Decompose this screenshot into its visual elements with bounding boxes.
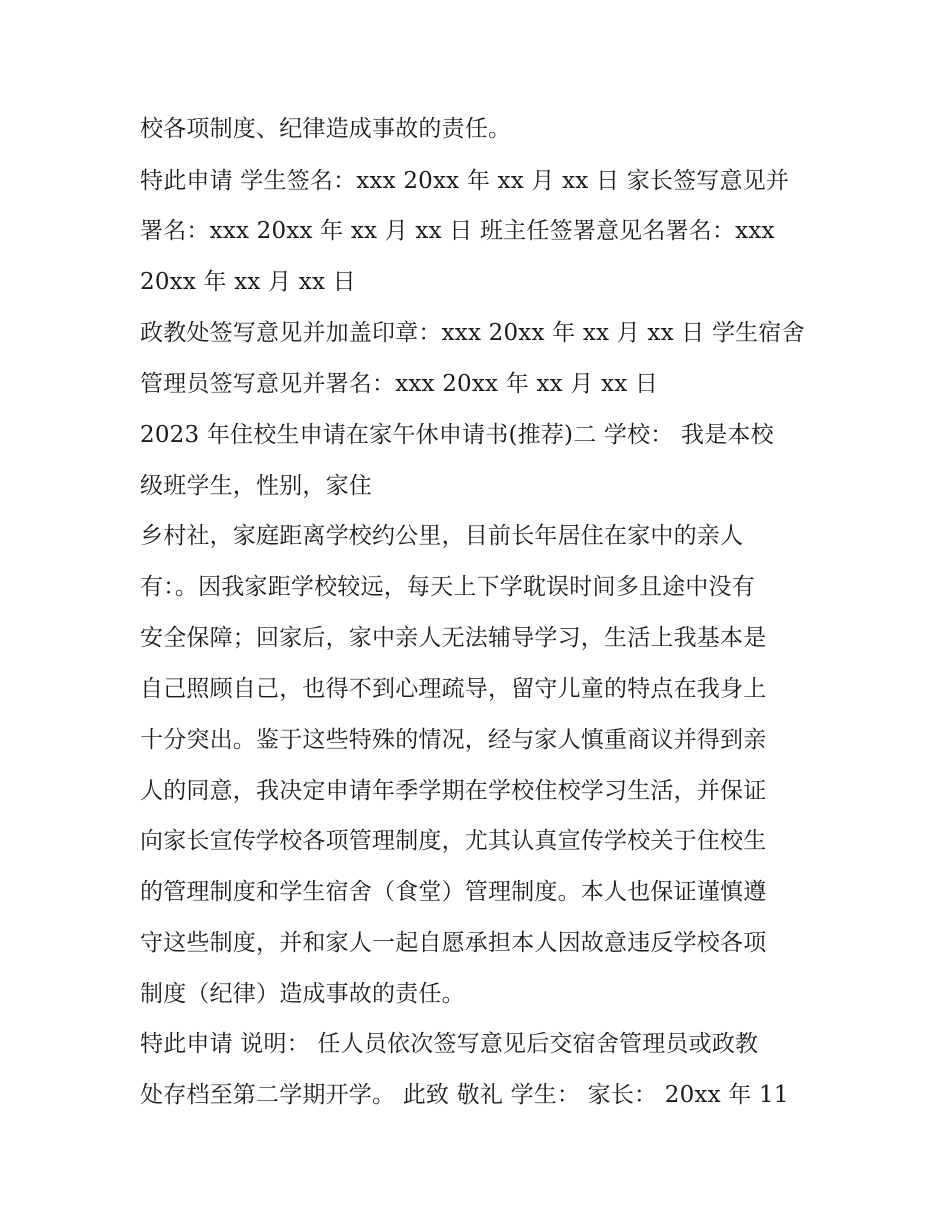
text-line: 2023 年住校生申请在家午休申请书(推荐)二 学校： 我是本校: [140, 422, 774, 448]
text-line: 校各项制度、纪律造成事故的责任。: [140, 116, 512, 142]
text-line: 向家长宣传学校各项管理制度，尤其认真宣传学校关于住校生: [140, 828, 767, 854]
text-line: 乡村社，家庭距离学校约公里，目前长年居住在家中的亲人: [140, 523, 744, 549]
text-line: 署名：xxx 20xx 年 xx 月 xx 日 班主任签署意见名署名：xxx: [140, 218, 775, 244]
text-line: 特此申请 说明： 任人员依次签写意见后交宿舍管理员或政教: [140, 1031, 759, 1057]
text-line: 政教处签写意见并加盖印章：xxx 20xx 年 xx 月 xx 日 学生宿舍: [140, 320, 805, 346]
text-line: 安全保障；回家后，家中亲人无法辅导学习，生活上我基本是: [140, 625, 767, 651]
text-line: 守这些制度，并和家人一起自愿承担本人因故意违反学校各项: [140, 930, 767, 956]
text-line: 级班学生，性别，家住: [140, 473, 372, 499]
text-line: 制度（纪律）造成事故的责任。: [140, 981, 465, 1007]
text-line: 人的同意，我决定申请年季学期在学校住校学习生活，并保证: [140, 778, 767, 804]
text-line: 特此申请 学生签名：xxx 20xx 年 xx 月 xx 日 家长签写意见并: [140, 168, 790, 194]
text-line: 处存档至第二学期开学。 此致 敬礼 学生： 家长： 20xx 年 11: [140, 1082, 789, 1108]
text-line: 自己照顾自己，也得不到心理疏导，留守儿童的特点在我身上: [140, 676, 767, 702]
text-line: 管理员签写意见并署名：xxx 20xx 年 xx 月 xx 日: [140, 371, 659, 397]
text-line: 有：。因我家距学校较远，每天上下学耽误时间多且途中没有: [140, 574, 755, 600]
text-line: 的管理制度和学生宿舍（食堂）管理制度。本人也保证谨慎遵: [140, 879, 767, 905]
text-line: 20xx 年 xx 月 xx 日: [140, 269, 356, 295]
text-line: 十分突出。鉴于这些特殊的情况，经与家人慎重商议并得到亲: [140, 727, 767, 753]
